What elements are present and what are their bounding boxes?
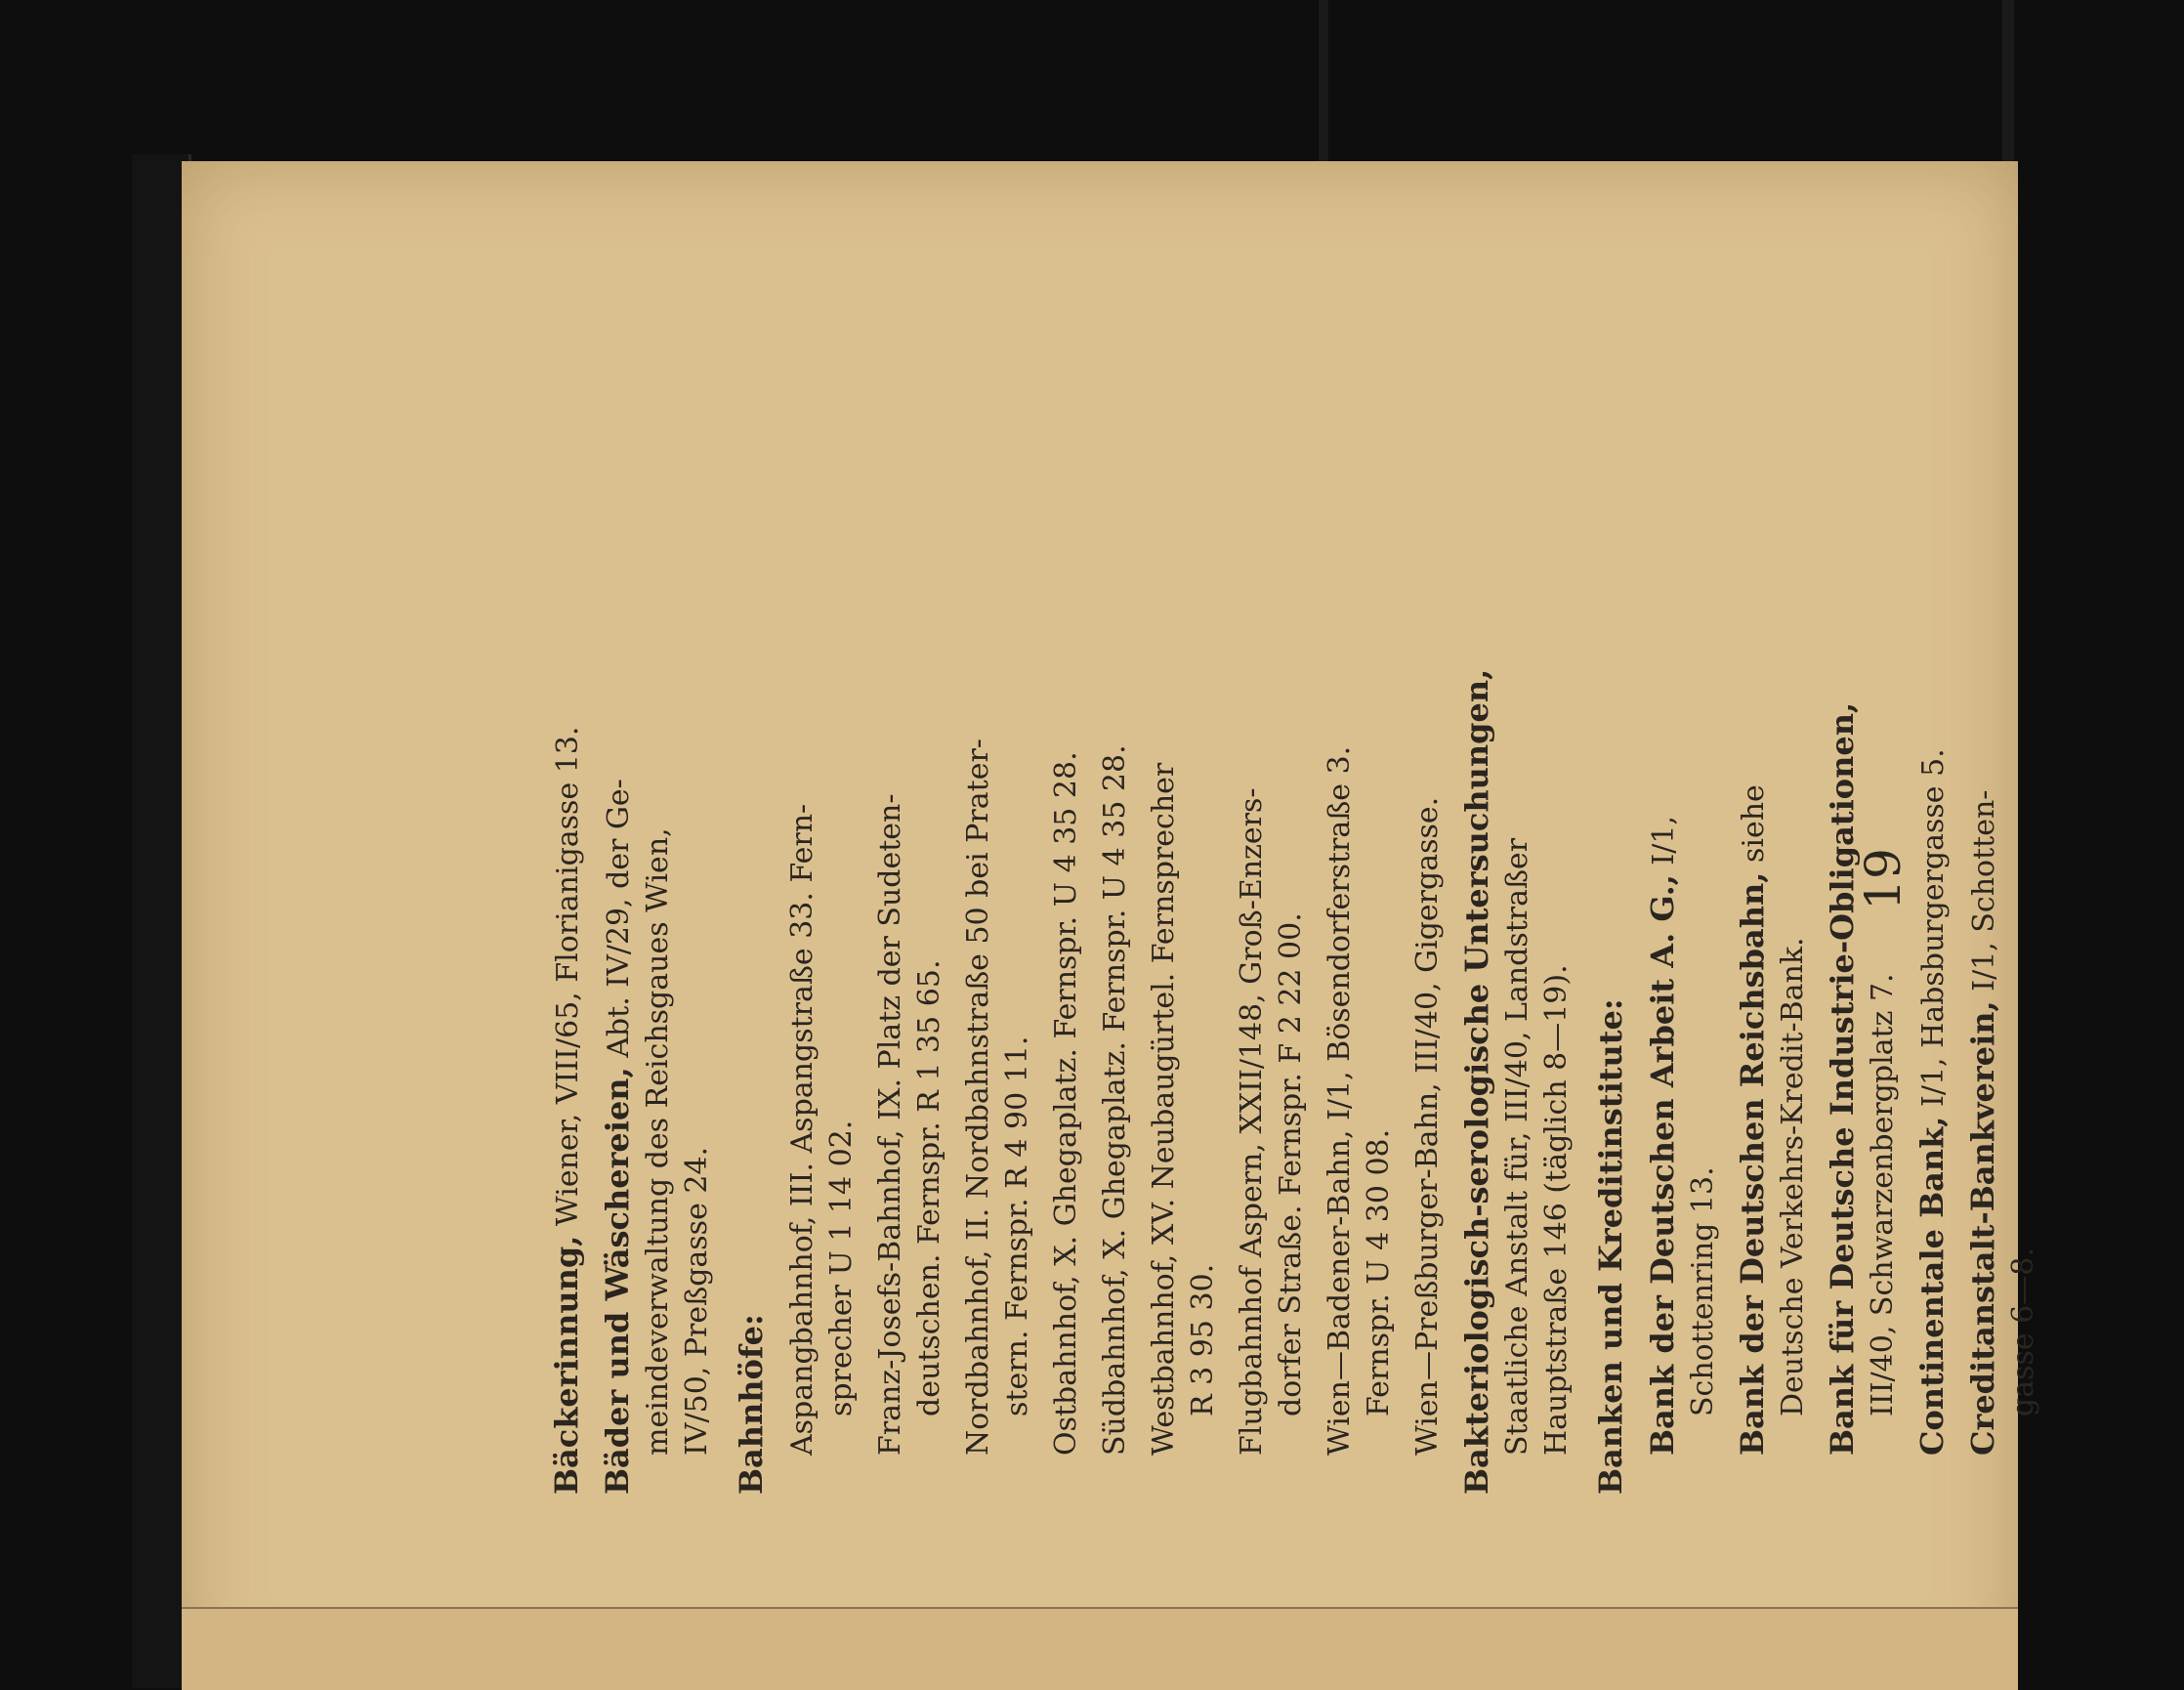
entry-line: Franz-Josefs-Bahnhof, IX. Platz der Sudeten- [873,793,907,1456]
entry-head: Bank für Deutsche Industrie-Obligationen, [1824,701,1861,1456]
entry-head: Bäckerinnung, [548,1235,585,1495]
entry-line: deutschen. Fernspr. R 1 35 65. [912,959,946,1416]
list-item [1096,225,1135,1495]
entry-line: stern. Fernspr. R 4 90 11. [1000,1035,1034,1416]
section-heading: Banken und Kreditinstitute: [1592,998,1629,1495]
page-text [547,225,2040,1495]
list-item [1963,225,2043,1495]
entry-line: R 3 95 30. [1186,1263,1220,1416]
entry-head: Bäder und Wäschereien, [599,1067,636,1495]
entry-line: Fernspr. U 4 30 08. [1362,1128,1396,1416]
entry-line: sprecher U 1 14 02. [824,1120,859,1416]
entry-line: IV/50, Preßgasse 24. [680,1146,714,1456]
list-item [1145,225,1223,1495]
entry-line: Abt. IV/29, der Ge- [602,779,636,1058]
entry-line: Südbahnhof, X. Ghegaplatz. Fernspr. U 4 35 28. [1098,744,1132,1456]
entry-head: Bakteriologisch-serologische Untersuchungen, [1458,668,1495,1495]
entry-line: Wien—Badener-Bahn, I/1, Bösendorferstraße 3. [1323,745,1357,1456]
entry-line: I/1, Schotten- [1967,789,2001,992]
page-edge [182,1607,2018,1690]
page-number: 19 [1855,848,1911,910]
section-heading: Bahnhöfe: [733,1314,770,1495]
entry-line: dorfer Straße. Fernspr. F 2 22 00. [1274,912,1308,1416]
entry-line: Deutsche Verkehrs-Kredit-Bank. [1776,937,1810,1416]
list-item [1233,225,1311,1495]
list-item [1643,225,1723,1495]
list-item [959,225,1037,1495]
entry-line: gasse 6—8. [2006,1247,2040,1416]
entry-line: Nordbahnhof, II. Nordbahnstraße 50 bei Prater- [961,739,995,1456]
list-item [1912,225,1953,1495]
list-item [1047,225,1086,1495]
list-item [1321,225,1399,1495]
entry-head: Creditanstalt-Bankverein, [1964,1000,2001,1456]
entry-line: Ostbahnhof, X. Ghegaplatz. Fernspr. U 4 35 28. [1049,751,1083,1456]
entry-line: III/40, Schwarzenbergplatz 7. [1866,973,1900,1416]
entry-line: Flugbahnhof Aspern, XXII/148, Groß-Enzers- [1235,787,1269,1456]
entry-baeder [598,225,717,1495]
entry-head: Bank der Deutschen Arbeit A. G., [1644,874,1681,1456]
entry-line: I/1, [1647,816,1681,866]
entry-baeckerinnung [547,225,588,1495]
entry-line: Wien—Preßburger-Bahn, III/40, Gigergasse. [1410,796,1445,1456]
entry-line: I/1, Habsburgergasse 5. [1916,748,1951,1108]
entry-bakteriologisch [1457,225,1576,1495]
list-item [871,225,949,1495]
entry-line: meindeverwaltung des Reichsgaues Wien, [641,827,675,1456]
entry-head: Continentale Bank, [1913,1116,1951,1456]
entry-head: Bank der Deutschen Reichsbahn, [1734,871,1771,1456]
entry-line: Hauptstraße 146 (täglich 8—19). [1539,964,1574,1456]
list-item [1733,225,1813,1495]
entry-line: Aspangbahnhof, III. Aspangstraße 33. Fern- [785,803,819,1456]
list-item [783,225,861,1495]
list-item [1408,225,1448,1495]
entry-line: Wiener, VIII/65, Florianigasse 13. [551,726,585,1227]
entry-line: siehe [1737,784,1771,864]
entry-line: Schottenring 13. [1686,1166,1720,1416]
entry-line: Staatliche Anstalt für, III/40, Landstraßer [1500,837,1534,1456]
entry-line: Westbahnhof, XV. Neubaugürtel. Fernsprecher [1147,762,1181,1456]
